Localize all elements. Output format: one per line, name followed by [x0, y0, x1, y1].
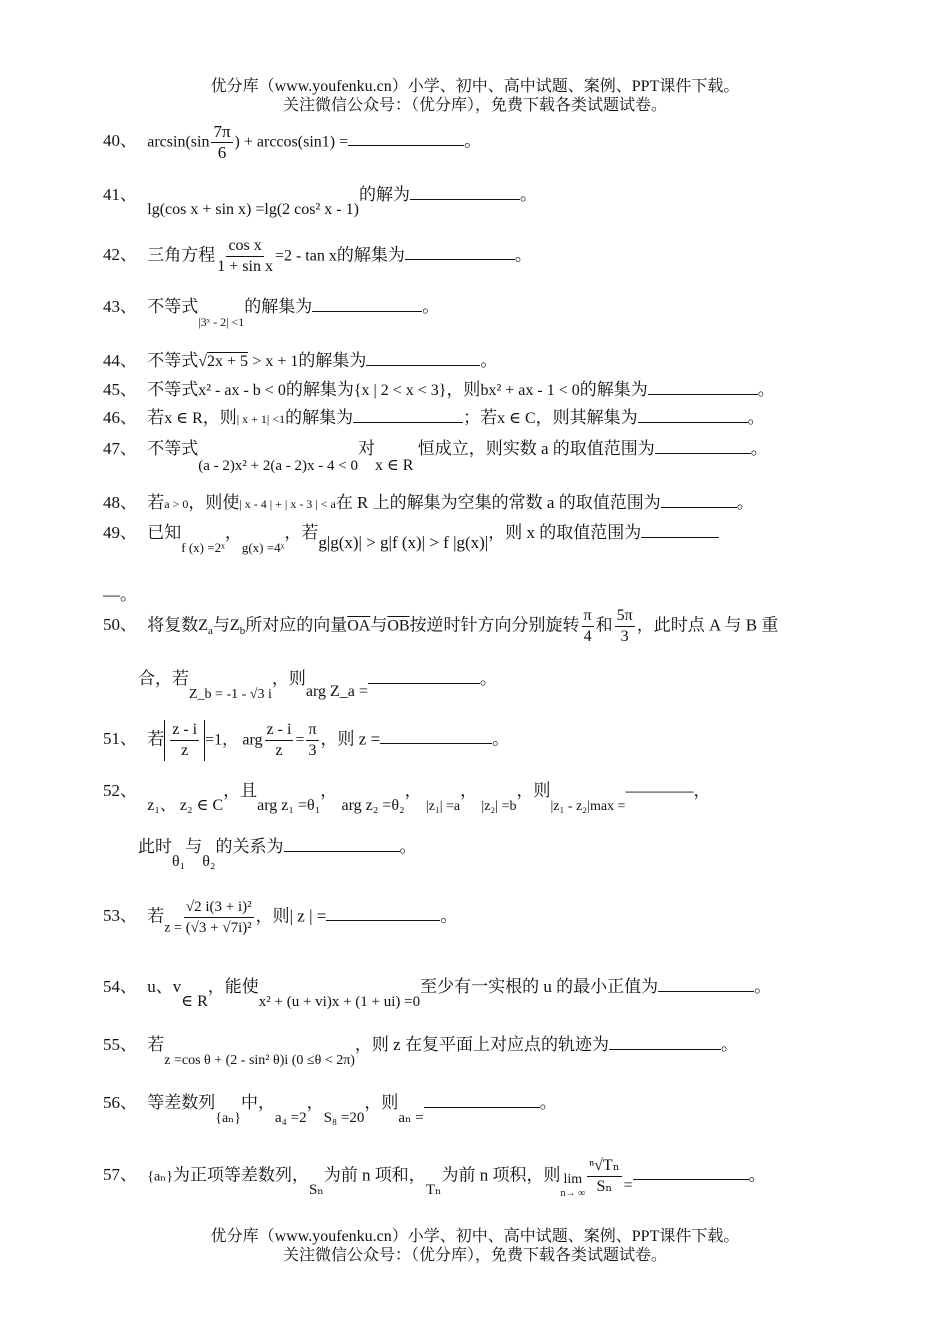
problem-text: 已知: [147, 523, 182, 542]
problem-50: 50、 将复数$Z_a$与$Z_b$所对应的向量$\overline{OA}$与$\overline{OB}$按逆时针方向分别旋转 $\frac{\pi}{4}$ 和 $\frac{5\pi}{3}$ ，此时点 A 与 B 重: [103, 607, 779, 645]
problem-53: 53、 若$_{z =}$ $\frac{\text{√2 i(3 + i)²}}{\text{(√3 + √7i)²}}$ ，则| z | = 。: [103, 899, 458, 936]
problem-text: 在 R 上的解集为空集的常数 a 的取值范围为: [335, 493, 661, 512]
problem-number: 41、: [103, 185, 137, 204]
problem-text: 恒成立，则实数 a 的取值范围为: [417, 439, 655, 458]
problem-text: 三角方程: [147, 245, 216, 265]
fraction: $\frac{\pi}{4}$: [583, 607, 592, 645]
problem-text: 不等式: [147, 380, 199, 399]
problem-number: 45、: [103, 380, 137, 399]
answer-blank: [366, 351, 480, 366]
answer-blank: [638, 408, 748, 423]
problem-number: 56、: [103, 1093, 137, 1112]
problem-number: 47、: [103, 439, 137, 458]
problem-number: 46、: [103, 408, 137, 427]
footer-line-1: 优分库（www.youfenku.cn）小学、初中、高中试题、案例、PPT课件下载。: [210, 1228, 740, 1245]
problem-number: 40、: [103, 131, 137, 151]
math-expression: | x + 1| <1: [236, 412, 286, 426]
fraction: $\frac{\text{ⁿ√Tₙ}}{\text{Sₙ}}$: [589, 1157, 620, 1195]
math-expression: x ∈ R: [164, 410, 203, 427]
page-header: [0, 77, 950, 115]
answer-blank: [609, 1035, 721, 1050]
answer-blank: [655, 439, 751, 454]
math-expression: x² - ax - b < 0: [198, 382, 286, 399]
fraction: $\frac{5\pi}{3}$: [616, 607, 633, 645]
problem-text: 对: [357, 439, 375, 458]
math-expression: ) + arccos(sin1) =: [234, 133, 349, 151]
math-expression: ∈ R: [181, 993, 208, 1010]
vector-oa: $\overline{OA}$: [347, 617, 371, 635]
fraction: $\frac{z - i}{z}$: [266, 721, 292, 759]
math-expression: z₁、 z₂ ∈ C: [147, 797, 224, 814]
abs-value: [164, 720, 205, 761]
problem-text: 的解集为: [244, 297, 313, 316]
math-expression: arg Z_a =: [305, 683, 368, 700]
problem-54: 54、 u、v∈ R，能使x² + (u + vi)x + (1 + ui) =0至少有一实根的 u 的最小正值为 。: [103, 972, 771, 997]
answer-blank: [368, 669, 480, 684]
math-expression: |z₁ - z₂|max =: [550, 799, 626, 814]
math-expression: {aₙ}: [215, 1111, 241, 1126]
math-expression: > x + 1: [252, 353, 299, 370]
problem-52: 52、 z₁、 z₂ ∈ C，且arg z₁ =θ₁， arg z₂ =θ₂， $_{|z_1| =a}$， $_{|z_2| =b}$，则$_{|z_1 - z_2|max =}$————，: [103, 776, 710, 801]
math-expression: z =: [164, 920, 182, 936]
problem-44: 44、 不等式√2x + 5 > x + 1的解集为 。: [103, 346, 497, 371]
problem-number: 53、: [103, 906, 137, 926]
math-expression: | x - 4 | + | x - 3 | < a: [239, 497, 336, 511]
problem-number: 51、: [103, 729, 137, 749]
problem-57: 57、 {aₙ}为正项等差数列，Sₙ为前 n 项和，Tₙ为前 n 项积，则 lim n→ ∞ $\frac{\text{ⁿ√Tₙ}}{\text{Sₙ}}$ =。: [103, 1157, 766, 1199]
problem-43: 43、 不等式$_{|3ˣ - 2| <1}$的解集为 。: [103, 292, 439, 317]
problem-text: ，则 x 的取值范围为: [488, 523, 642, 542]
problem-55: 55、 若$_{z =cos \theta + (2 - sin^2 \theta)i (0 \le\theta < 2\pi)}$，则 z 在复平面上对应点的轨迹为 。: [103, 1030, 738, 1055]
answer-blank: [348, 131, 464, 146]
problem-number: 50、: [103, 615, 137, 635]
math-expression: |3ˣ - 2| <1: [198, 315, 245, 329]
answer-blank: [312, 297, 422, 312]
problem-number: 55、: [103, 1035, 137, 1054]
problem-text: 不等式: [147, 439, 199, 458]
fraction: $\frac{\text{√2 i(3 + i)²}}{\text{(√3 + √7i)²}}$: [185, 899, 252, 936]
math-expression: Sₙ: [308, 1182, 324, 1199]
math-expression: arg z₁ =θ₁: [257, 797, 321, 814]
problem-51: 51、 若 $\frac{z - i}{z}$ =1， arg $\frac{z - i}{z}$ = $\frac{\pi}{3}$ ，则 z = 。: [103, 721, 510, 759]
math-expression: |z₂| =b: [481, 799, 517, 814]
problem-text: ，则: [202, 408, 237, 427]
answer-blank: [410, 185, 520, 200]
answer-blank: [641, 523, 719, 538]
math-expression: x ∈ C: [497, 410, 536, 427]
problem-48: 48、 若a > 0，则使| x - 4 | + | x - 3 | < a在 R 上的解集为空集的常数 a 的取值范围为 。: [103, 488, 754, 513]
math-expression: (a - 2)x² + 2(a - 2)x - 4 < 0: [198, 458, 358, 474]
problem-number: 52、: [103, 781, 137, 800]
footer-line-2: 关注微信公众号：（优分库），免费下载各类试题试卷。: [282, 1247, 667, 1264]
problem-text: ，则使: [188, 493, 240, 512]
math-expression: g|g(x)| > g|f (x)| > f |g(x)|: [318, 533, 489, 552]
problem-49: 49、 已知$_{f (x) =2ˣ}$，$_{g(x) =4ˣ}$，若g|g(x)| > g|f (x)| > f |g(x)|，则 x 的取值范围为: [103, 518, 719, 543]
problem-49-cont: —。: [103, 585, 137, 604]
problem-number: 43、: [103, 297, 137, 316]
math-expression: z =cos θ + (2 - sin² θ)i (0 ≤θ < 2π): [164, 1053, 355, 1068]
answer-blank: [284, 837, 400, 852]
math-expression: a > 0: [164, 497, 189, 511]
math-expression: aₙ =: [398, 1110, 424, 1126]
problem-text: 若: [147, 493, 165, 512]
sqrt-expression: √2x + 5: [198, 353, 249, 370]
problem-text: 不等式: [147, 297, 199, 316]
answer-blank: [648, 380, 758, 395]
problem-47: 47、 不等式(a - 2)x² + 2(a - 2)x - 4 < 0对x ∈ R 恒成立，则实数 a 的取值范围为 。: [103, 434, 768, 459]
fraction: $\frac{\pi}{3}$: [308, 721, 317, 759]
header-line-2: 关注微信公众号：（优分库），免费下载各类试题试卷。: [282, 97, 667, 114]
fraction: $\frac{7\pi}{6}$: [213, 122, 231, 162]
math-expression: arg z₂ =θ₂: [341, 797, 405, 814]
problem-text: 的解集为: [579, 380, 648, 399]
page-footer: [0, 1227, 950, 1265]
math-expression: =2 - tan x: [274, 247, 337, 265]
problem-52-cont: 此时θ₁与θ₂的关系为 。: [138, 837, 417, 870]
math-expression: S₈ =20: [323, 1110, 365, 1126]
answer-blank: [405, 245, 515, 260]
math-expression: |z₁| =a: [425, 799, 461, 814]
problem-text: ，若: [284, 523, 319, 542]
problem-number: 57、: [103, 1165, 137, 1185]
problem-text: ，则其解集为: [535, 408, 638, 427]
problem-text: ，则: [446, 380, 481, 399]
problem-text: 的解集为: [285, 408, 354, 427]
z-b: $Z_b$: [229, 617, 246, 638]
fraction: $\frac{\text{cos x}}{\text{1 + sin x}}$: [217, 237, 273, 275]
answer-blank: [380, 729, 492, 744]
problem-number: 54、: [103, 977, 137, 996]
problem-text: 若: [147, 408, 165, 427]
math-expression: f (x) =2ˣ: [181, 540, 225, 555]
answer-blank: [353, 408, 463, 423]
answer-blank: [658, 977, 754, 992]
answer-blank: [424, 1093, 540, 1108]
problem-42: 42、 三角方程 $\frac{\text{cos x}}{\text{1 + sin x}}$ =2 - tan x的解集为 。: [103, 237, 532, 275]
problem-number: 42、: [103, 245, 137, 265]
problem-41: 41、 lg(cos x + sin x) =lg(2 cos² x - 1)的解为 。: [103, 180, 537, 205]
problem-text: 的解集为: [298, 351, 367, 370]
problem-56: 56、 等差数列$_{\{a_n\}}$中，a₄ =2，S₈ =20，则aₙ =。: [103, 1088, 557, 1113]
problem-40: 40、 arcsin(sin $\frac{7\pi}{6}$ ) + arccos(sin1) = 。: [103, 122, 482, 162]
problem-46: 46、 若x ∈ R，则| x + 1| <1的解集为 ；若x ∈ C，则其解集为 。: [103, 403, 765, 428]
fraction: $\frac{z - i}{z}$: [172, 721, 198, 759]
answer-blank: [326, 906, 440, 921]
problem-50-cont: 合，若$_{Z\_b = -1 - √3 i}$，则arg Z_a =。: [138, 669, 497, 702]
answer-blank: [633, 1165, 749, 1180]
math-expression: arcsin(sin: [147, 133, 210, 151]
math-expression: θ₁: [172, 853, 186, 870]
problem-text: 的解集为: [285, 380, 354, 399]
math-expression: {x | 2 < x < 3}: [353, 382, 447, 399]
problem-45: 45、 不等式x² - ax - b < 0的解集为{x | 2 < x < 3}，则bx² + ax - 1 < 0的解集为 。: [103, 375, 775, 400]
vector-ob: $\overline{OB}$: [387, 617, 410, 635]
answer-blank: [661, 493, 737, 508]
header-line-1: 优分库（www.youfenku.cn）小学、初中、高中试题、案例、PPT课件下载。: [210, 78, 740, 95]
math-expression: a₄ =2: [274, 1110, 307, 1126]
problem-text: ；若: [463, 408, 498, 427]
math-expression: Z_b = -1 - √3 i: [189, 687, 272, 702]
math-expression: x² + (u + vi)x + (1 + ui) =0: [258, 994, 421, 1010]
limit: lim n→ ∞: [560, 1171, 586, 1199]
problem-number: 44、: [103, 351, 137, 370]
problem-text: 的解集为: [336, 245, 405, 265]
problem-text: 的解为: [358, 185, 410, 204]
math-expression: Tₙ: [425, 1182, 442, 1199]
math-expression: x ∈ R: [374, 457, 414, 474]
z-a: $Z_a$: [198, 617, 213, 638]
math-expression: θ₂: [202, 853, 216, 870]
problem-number: 48、: [103, 493, 137, 512]
math-expression: {aₙ}: [147, 1169, 173, 1185]
problem-number: 49、: [103, 523, 137, 542]
math-expression: g(x) =4ˣ: [241, 540, 285, 555]
problem-text: 不等式: [147, 351, 199, 370]
math-expression: lg(cos x + sin x) =lg(2 cos² x - 1): [147, 201, 359, 218]
math-expression: bx² + ax - 1 < 0: [480, 382, 580, 399]
